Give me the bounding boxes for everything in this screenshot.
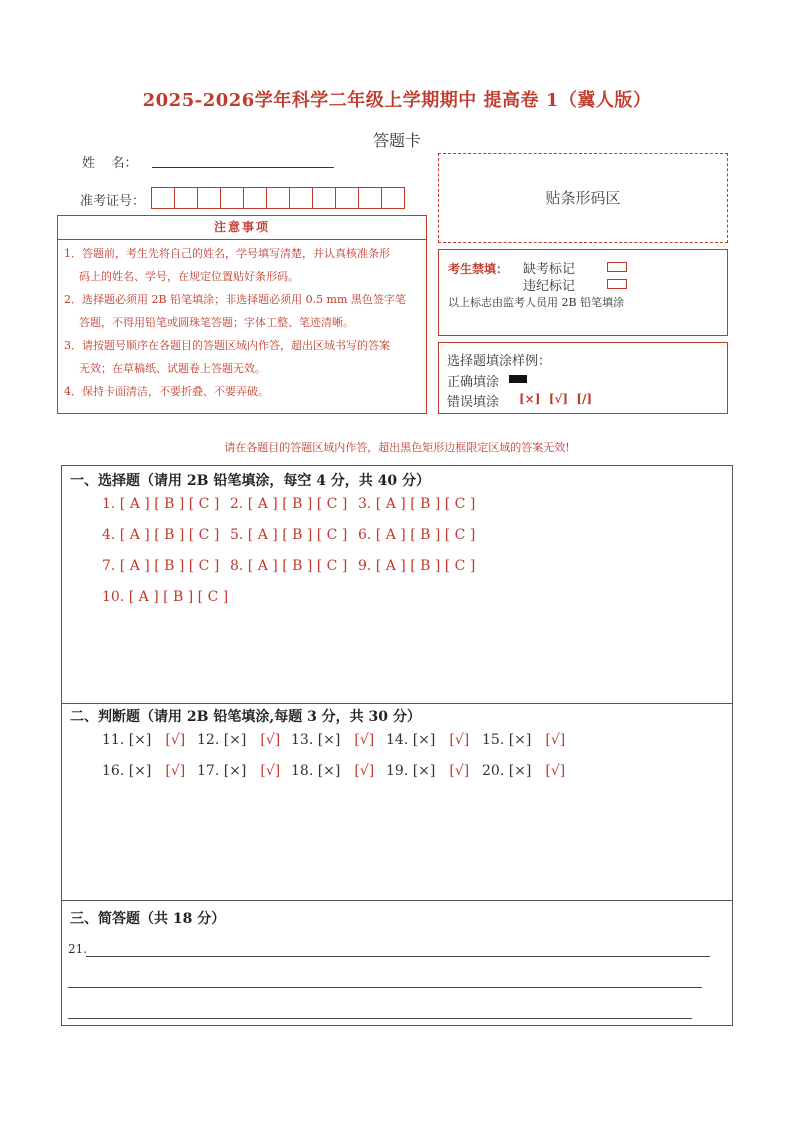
judge-item[interactable]: 14. [×] [√]: [386, 732, 470, 748]
answer-area-warning: 请在各题目的答题区域内作答，超出黑色矩形边框限定区域的答案无效!: [224, 441, 570, 454]
exam-digit-box[interactable]: [243, 187, 267, 209]
choice-item[interactable]: 3. [ A ] [ B ] [ C ]: [358, 496, 476, 512]
notice-line: 4．保持卡面清洁，不要折叠、不要弄破。: [64, 385, 269, 398]
choice-item[interactable]: 2. [ A ] [ B ] [ C ]: [230, 496, 348, 512]
judge-item[interactable]: 13. [×] [√]: [291, 732, 375, 748]
answer-line[interactable]: [86, 956, 710, 957]
notice-line: 2．选择题必须用 2B 铅笔填涂；非选择题必须用 0.5 mm 黑色签字笔: [64, 293, 406, 306]
name-label: 姓 名：: [82, 156, 138, 171]
exam-digit-box[interactable]: [312, 187, 336, 209]
proctor-note: 以上标志由监考人员用 2B 铅笔填涂: [448, 296, 625, 309]
answer-sheet-subtitle: 答题卡: [372, 131, 421, 150]
notice-line: 答题，不得用铅笔或圆珠笔答题；字体工整、笔迹清晰。: [79, 316, 354, 329]
exam-digit-box[interactable]: [174, 187, 198, 209]
notice-heading: 注意事项: [58, 216, 426, 240]
judge-item[interactable]: 19. [×] [√]: [386, 763, 470, 779]
exam-digit-box[interactable]: [289, 187, 313, 209]
violation-mark-label: 违纪标记: [523, 279, 576, 294]
choice-item[interactable]: 10. [ A ] [ B ] [ C ]: [102, 589, 229, 605]
page-title: 2025-2026学年科学二年级上学期期中 提高卷 1（冀人版）: [142, 90, 652, 111]
notice-box: [57, 215, 427, 414]
choice-item[interactable]: 1. [ A ] [ B ] [ C ]: [102, 496, 220, 512]
answer-line[interactable]: [68, 987, 702, 988]
fill-example-title: 选择题填涂样例：: [447, 354, 552, 369]
filled-block-icon: [509, 375, 527, 383]
barcode-area: [438, 153, 728, 243]
forbid-label: 考生禁填：: [448, 262, 509, 276]
section-divider: [62, 703, 732, 704]
notice-line: 码上的姓名、学号，在规定位置贴好条形码。: [79, 270, 299, 283]
exam-digit-box[interactable]: [358, 187, 382, 209]
judge-item[interactable]: 11. [×] [√]: [102, 732, 186, 748]
section1-heading: 一、选择题（请用 2B 铅笔填涂，每空 4 分，共 40 分）: [70, 473, 431, 489]
exam-digit-box[interactable]: [335, 187, 359, 209]
answer-frame: [61, 465, 733, 1026]
choice-item[interactable]: 9. [ A ] [ B ] [ C ]: [358, 558, 476, 574]
section2-heading: 二、判断题（请用 2B 铅笔填涂,每题 3 分，共 30 分）: [70, 709, 421, 725]
notice-line: 无效；在草稿纸、试题卷上答题无效。: [79, 362, 266, 375]
absent-mark-box[interactable]: [607, 262, 627, 272]
choice-item[interactable]: 5. [ A ] [ B ] [ C ]: [230, 527, 348, 543]
section3-heading: 三、简答题（共 18 分）: [70, 911, 226, 927]
exam-number-label: 准考证号：: [80, 194, 146, 209]
notice-line: 3．请按题号顺序在各题目的答题区域内作答，超出区域书写的答案: [64, 339, 390, 352]
exam-number-boxes[interactable]: [152, 187, 405, 209]
exam-digit-box[interactable]: [197, 187, 221, 209]
exam-digit-box[interactable]: [220, 187, 244, 209]
exam-digit-box[interactable]: [381, 187, 405, 209]
judge-item[interactable]: 20. [×] [√]: [482, 763, 566, 779]
notice-line: 1．答题前，考生先将自己的姓名，学号填写清楚，并认真核准条形: [64, 247, 390, 260]
choice-item[interactable]: 7. [ A ] [ B ] [ C ]: [102, 558, 220, 574]
choice-item[interactable]: 6. [ A ] [ B ] [ C ]: [358, 527, 476, 543]
name-field[interactable]: [152, 166, 334, 168]
judge-item[interactable]: 17. [×] [√]: [197, 763, 281, 779]
question-21-label: 21.: [68, 942, 88, 956]
choice-item[interactable]: 4. [ A ] [ B ] [ C ]: [102, 527, 220, 543]
judge-item[interactable]: 12. [×] [√]: [197, 732, 281, 748]
answer-line[interactable]: [68, 1018, 692, 1019]
judge-item[interactable]: 18. [×] [√]: [291, 763, 375, 779]
violation-mark-box[interactable]: [607, 279, 627, 289]
exam-digit-box[interactable]: [151, 187, 175, 209]
absent-mark-label: 缺考标记: [523, 262, 576, 277]
fill-example-box: [438, 342, 728, 414]
judge-item[interactable]: 15. [×] [√]: [482, 732, 566, 748]
wrong-fill-marks: [×] [√] [/]: [519, 392, 593, 406]
barcode-label: 贴条形码区: [545, 189, 621, 207]
judge-item[interactable]: 16. [×] [√]: [102, 763, 186, 779]
proctor-only-box: [438, 249, 728, 336]
choice-item[interactable]: 8. [ A ] [ B ] [ C ]: [230, 558, 348, 574]
wrong-fill-label: 错误填涂: [447, 395, 500, 410]
exam-digit-box[interactable]: [266, 187, 290, 209]
correct-fill-label: 正确填涂: [447, 375, 500, 390]
section-divider: [62, 900, 732, 901]
